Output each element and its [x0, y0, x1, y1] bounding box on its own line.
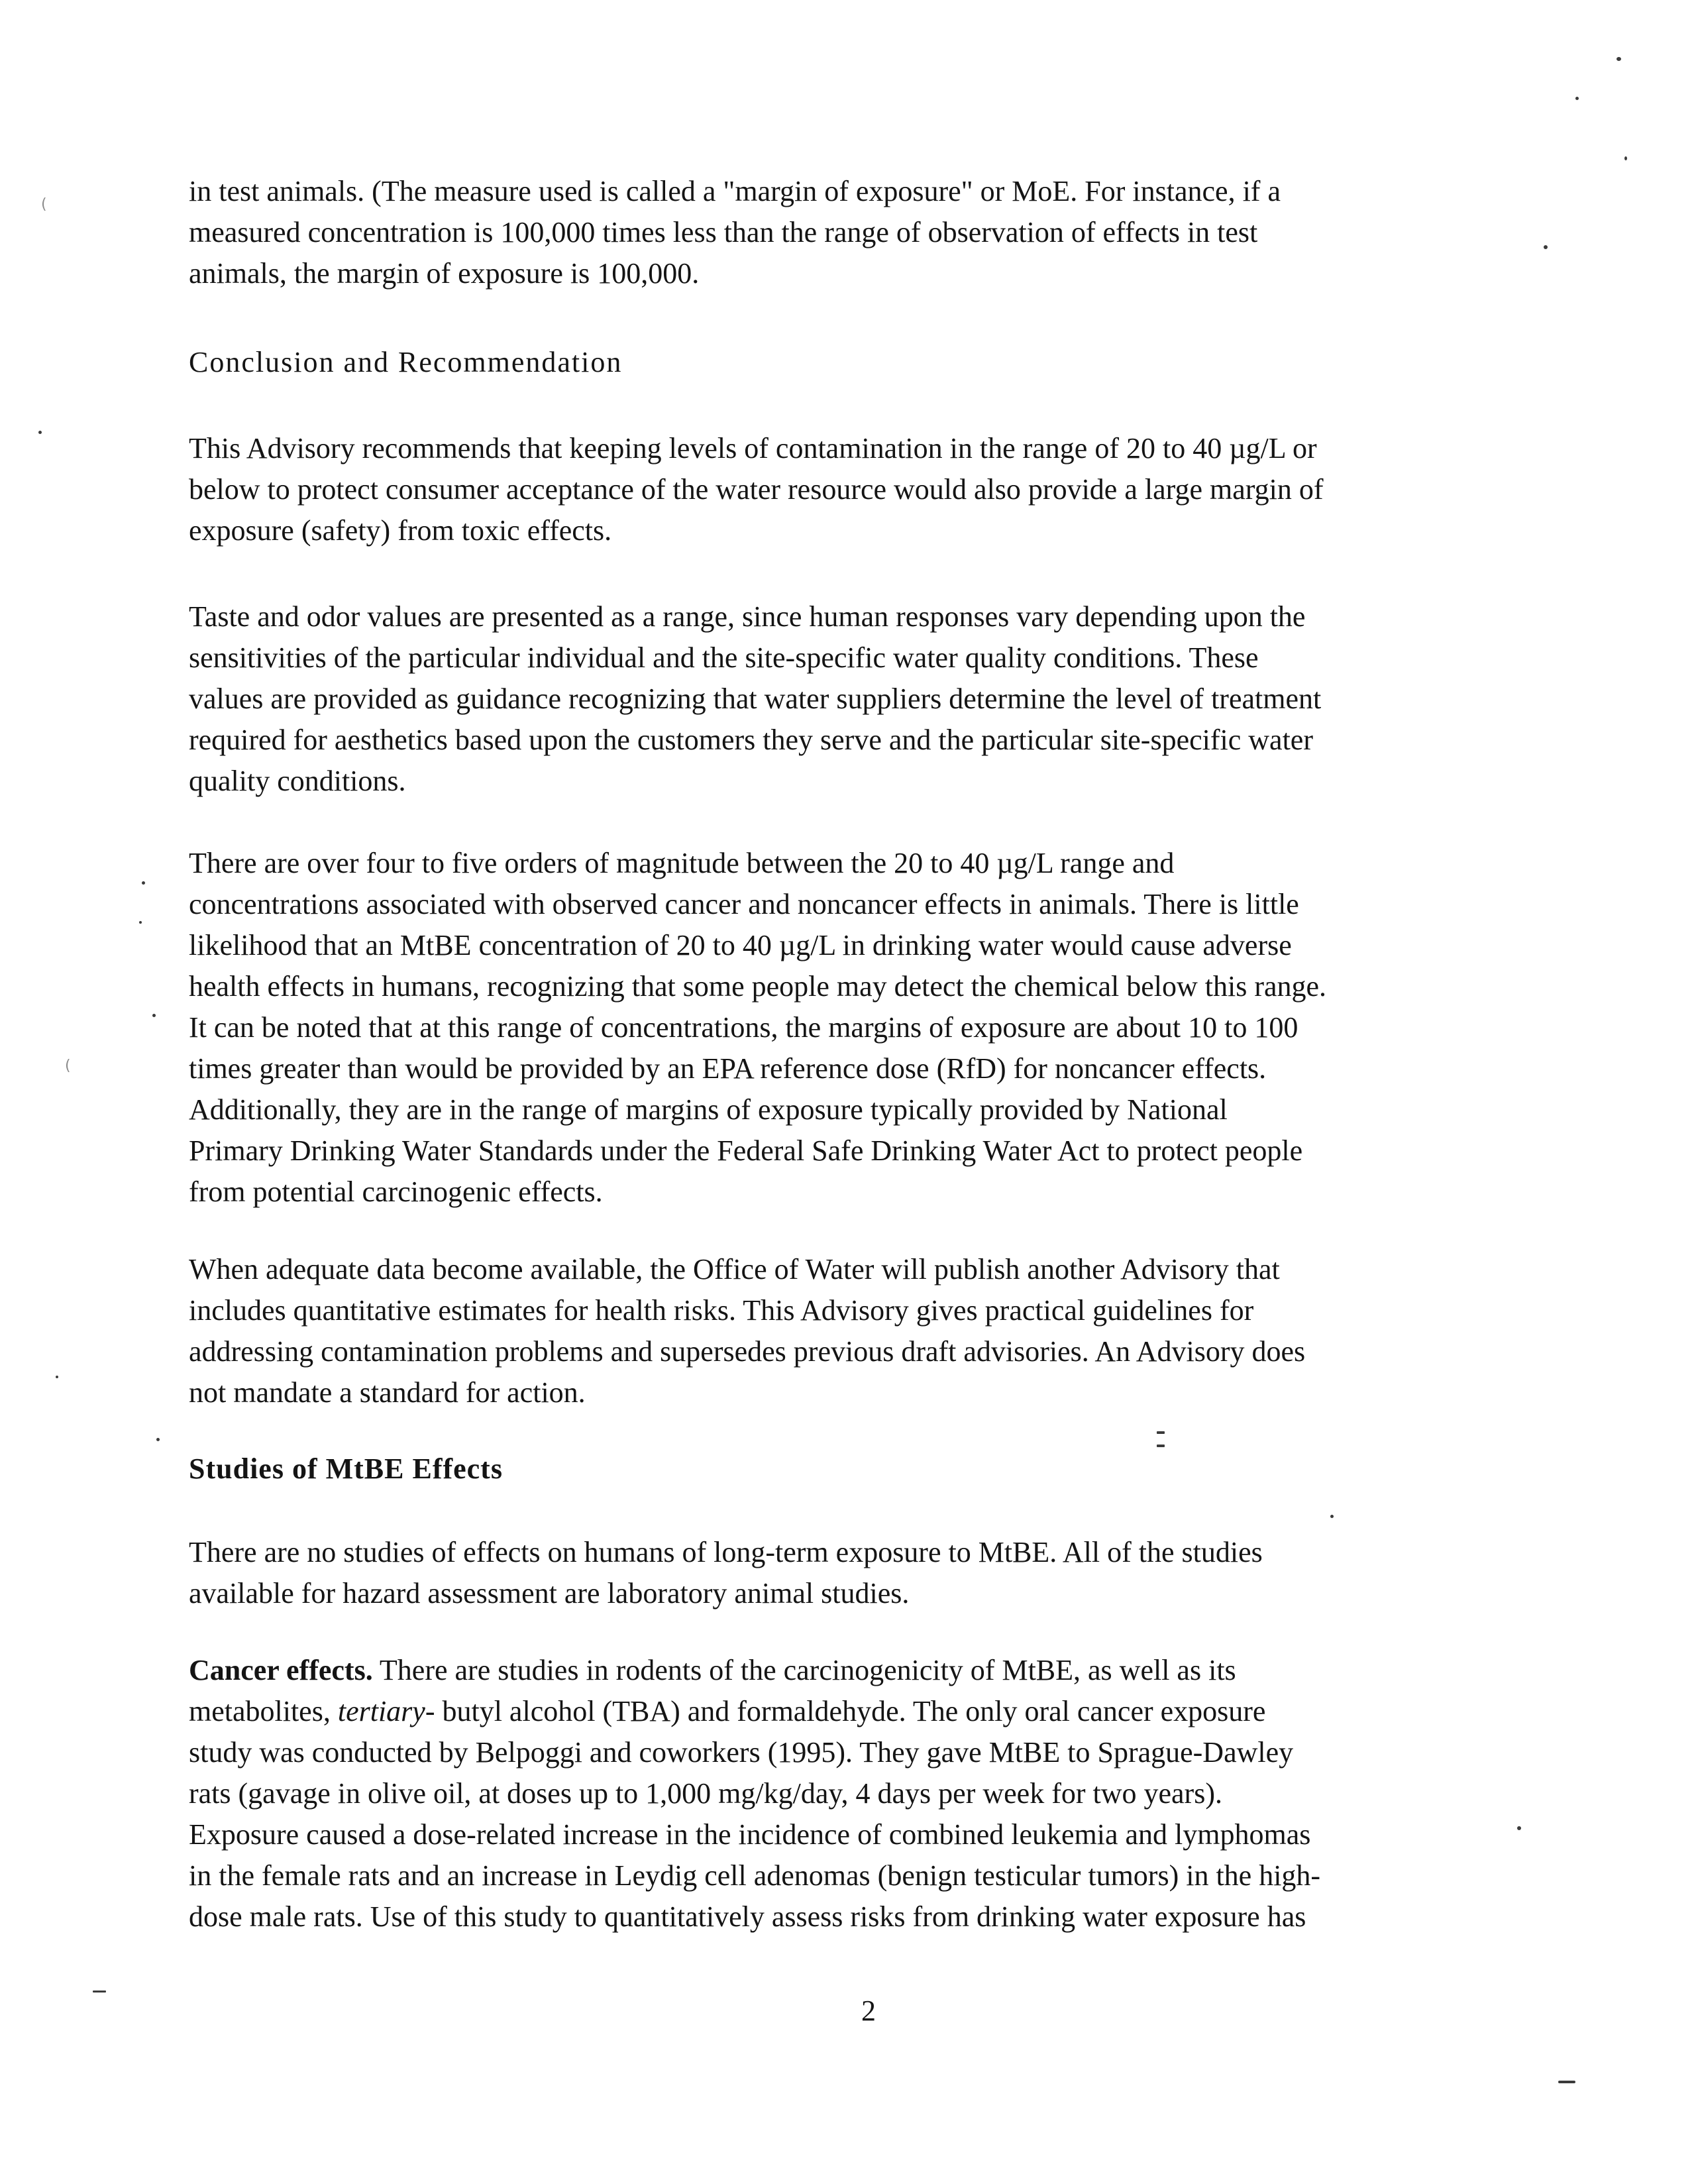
- office-of-water-paragraph: [189, 1249, 1527, 1413]
- scan-speck: [156, 1438, 160, 1441]
- italic-term: tertiary-: [337, 1695, 435, 1727]
- text-line: values are provided as guidance recognizing that water suppliers determine the level of treatment: [189, 682, 1322, 715]
- text-line: This Advisory recommends that keeping levels of contamination in the range of 20 to 40 µg/L or: [189, 432, 1317, 464]
- text-line: It can be noted that at this range of concentrations, the margins of exposure are about 10 to 100: [189, 1011, 1298, 1044]
- text-run: There are studies in rodents of the carcinogenicity of MtBE, as well as its: [372, 1654, 1236, 1686]
- scan-speck: [1616, 57, 1621, 61]
- scan-speck: [1624, 156, 1627, 160]
- text-line: times greater than would be provided by an EPA reference dose (RfD) for noncancer effects.: [189, 1052, 1267, 1085]
- text-line: Exposure caused a dose-related increase in the incidence of combined leukemia and lymphomas: [189, 1818, 1311, 1851]
- text-line: likelihood that an MtBE concentration of 20 to 40 µg/L in drinking water would cause adverse: [189, 929, 1292, 961]
- text-run: butyl alcohol (TBA) and formaldehyde. The only oral cancer exposure: [435, 1695, 1266, 1727]
- heading-conclusion: Conclusion and Recommendation: [189, 346, 623, 378]
- text-line: rats (gavage in olive oil, at doses up to 1,000 mg/kg/day, 4 days per week for two years).: [189, 1777, 1222, 1810]
- page-number: 2: [861, 1994, 876, 2027]
- taste-odor-paragraph: [189, 596, 1527, 802]
- text-line: measured concentration is 100,000 times less than the range of observation of effects in test: [189, 216, 1258, 248]
- scan-speck: [1517, 1826, 1521, 1830]
- text-run: metabolites,: [189, 1695, 338, 1727]
- scan-speck: [1544, 245, 1548, 249]
- scan-speck: [142, 881, 145, 885]
- text-line: [189, 1691, 1527, 1732]
- text-line: exposure (safety) from toxic effects.: [189, 514, 612, 547]
- text-line: There are no studies of effects on humans of long-term exposure to MtBE. All of the studies: [189, 1536, 1263, 1568]
- scan-speck: [1157, 1445, 1165, 1447]
- text-line: sensitivities of the particular individual and the site-specific water quality conditions. These: [189, 641, 1259, 674]
- scan-speck: [38, 431, 42, 434]
- scan-speck: [1575, 97, 1579, 100]
- text-line: in test animals. (The measure used is called a "margin of exposure" or MoE. For instance, if a: [189, 175, 1281, 207]
- text-line: study was conducted by Belpoggi and coworkers (1995). They gave MtBE to Sprague-Dawley: [189, 1736, 1294, 1769]
- text-line: below to protect consumer acceptance of the water resource would also provide a large margin of: [189, 473, 1324, 506]
- text-line: not mandate a standard for action.: [189, 1376, 586, 1409]
- text-line: When adequate data become available, the Office of Water will publish another Advisory that: [189, 1253, 1280, 1285]
- intro-paragraph: [189, 171, 1527, 294]
- advisory-paragraph: [189, 428, 1527, 551]
- text-line: Additionally, they are in the range of margins of exposure typically provided by National: [189, 1093, 1228, 1126]
- text-line: dose male rats. Use of this study to quantitatively assess risks from drinking water exposure has: [189, 1900, 1306, 1933]
- scan-speck: [1558, 2081, 1575, 2083]
- text-line: quality conditions.: [189, 765, 406, 797]
- text-line: in the female rats and an increase in Leydig cell adenomas (benign testicular tumors) in the high-: [189, 1859, 1321, 1892]
- text-line: concentrations associated with observed cancer and noncancer effects in animals. There is little: [189, 888, 1299, 920]
- scan-speck: [152, 1014, 156, 1017]
- text-line: [189, 1650, 1527, 1691]
- scan-bracket-mark: (: [41, 196, 47, 213]
- cancer-effects-lead: Cancer effects.: [189, 1654, 373, 1686]
- orders-of-magnitude-paragraph: [189, 843, 1527, 1213]
- scan-speck: [93, 1991, 106, 1993]
- text-line: Taste and odor values are presented as a range, since human responses vary depending upon the: [189, 600, 1306, 633]
- scan-speck: [1157, 1431, 1165, 1434]
- text-line: health effects in humans, recognizing that some people may detect the chemical below this range.: [189, 970, 1327, 1003]
- text-line: There are over four to five orders of magnitude between the 20 to 40 µg/L range and: [189, 847, 1175, 879]
- text-line: Primary Drinking Water Standards under the Federal Safe Drinking Water Act to protect people: [189, 1134, 1303, 1167]
- scan-speck: [56, 1376, 58, 1378]
- cancer-effects-paragraph: [189, 1650, 1527, 1938]
- scan-speck: [139, 921, 142, 924]
- scan-speck: [1330, 1515, 1334, 1518]
- text-line: required for aesthetics based upon the customers they serve and the particular site-specific water: [189, 724, 1313, 756]
- studies-paragraph: [189, 1532, 1527, 1614]
- heading-studies: Studies of MtBE Effects: [189, 1452, 503, 1485]
- text-line: includes quantitative estimates for health risks. This Advisory gives practical guidelines for: [189, 1294, 1254, 1327]
- text-line: addressing contamination problems and supersedes previous draft advisories. An Advisory does: [189, 1335, 1306, 1368]
- scan-bracket-mark: (: [65, 1058, 71, 1074]
- text-line: available for hazard assessment are laboratory animal studies.: [189, 1577, 910, 1610]
- text-line: animals, the margin of exposure is 100,000.: [189, 257, 700, 290]
- text-line: from potential carcinogenic effects.: [189, 1175, 603, 1208]
